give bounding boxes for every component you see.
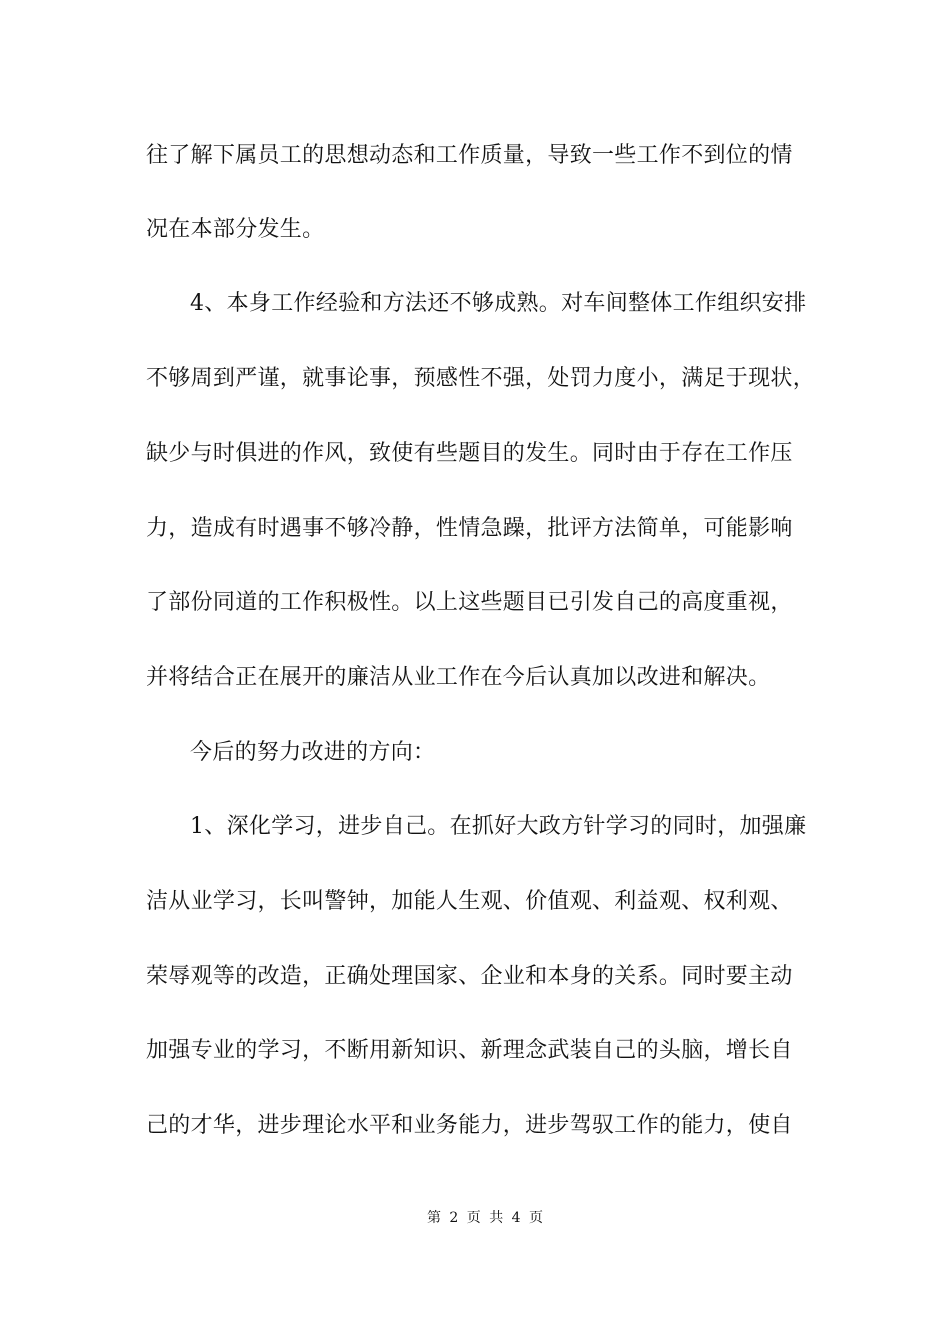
body-line-2: 况在本部分发生。 (146, 217, 325, 242)
body-line-5: 缺少与时俱进的作风，致使有些题目的发生。同时由于存在工作压 (146, 441, 793, 466)
body-line-3: 4、本身工作经验和方法还不够成熟。对车间整体工作组织安排 (190, 291, 807, 316)
body-line-4: 不够周到严谨，就事论事，预感性不强，处罚力度小，满足于现状， (146, 366, 816, 391)
page-number-footer: 第 2 页 共 4 页 (426, 1210, 544, 1226)
body-line-10: 1、深化学习，进步自己。在抓好大政方针学习的同时，加强廉 (190, 814, 807, 839)
body-line-1: 往了解下属员工的思想动态和工作质量，导致一些工作不到位的情 (146, 143, 793, 168)
body-line-14: 己的才华，进步理论水平和业务能力，进步驾驭工作的能力，使自 (146, 1113, 793, 1138)
body-line-9: 今后的努力改进的方向： (190, 740, 436, 765)
body-line-12: 荣辱观等的改造，正确处理国家、企业和本身的关系。同时要主动 (146, 964, 793, 989)
body-line-8: 并将结合正在展开的廉洁从业工作在今后认真加以改进和解决。 (146, 665, 771, 690)
body-line-6: 力，造成有时遇事不够冷静，性情急躁，批评方法简单，可能影响 (146, 516, 793, 541)
body-line-11: 洁从业学习，长叫警钟，加能人生观、价值观、利益观、权利观、 (146, 889, 793, 914)
body-line-7: 了部份同道的工作积极性。以上这些题目已引发自己的高度重视， (146, 590, 793, 615)
body-line-13: 加强专业的学习，不断用新知识、新理念武装自己的头脑，增长自 (146, 1038, 793, 1063)
